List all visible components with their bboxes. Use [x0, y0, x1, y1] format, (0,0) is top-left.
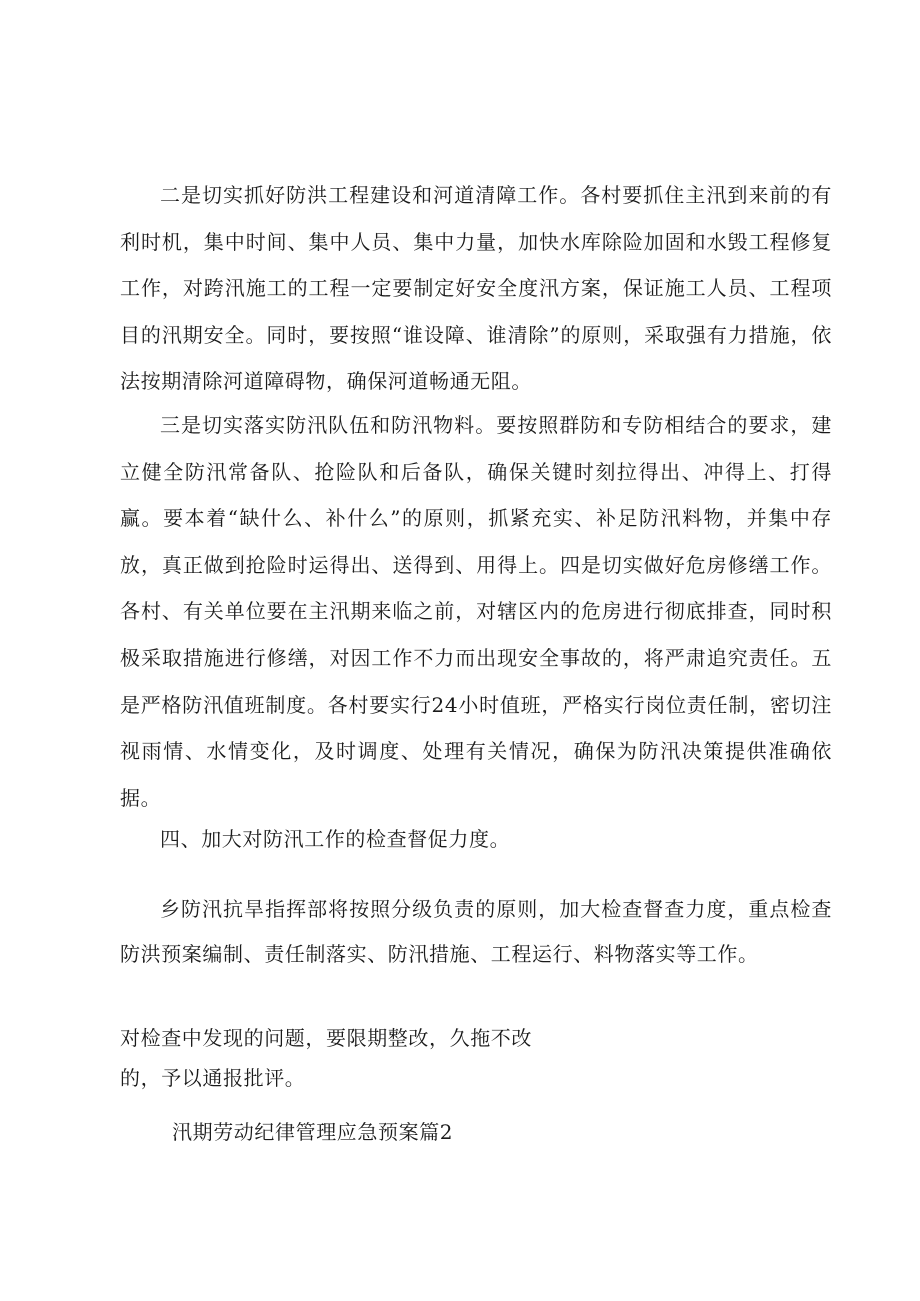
- paragraph-flood-control-projects: 二是切实抓好防洪工程建设和河道清障工作。各村要抓住主汛到来前的有利时机，集中时间、集中人员、集中力量，加快水库除险加固和水毁工程修复工作，对跨汛施工的工程一定要制定好安全度汛方案，保证施工人员、工程项目的汛期安全。同时，要按照“谁设障、谁清除”的原则，采取强有力措施，依法按期清除河道障碍物，确保河道畅通无阻。: [120, 183, 832, 394]
- section-title-plan-2: 汛期劳动纪律管理应急预案篇2: [172, 1120, 454, 1144]
- paragraph-flood-teams-and-materials: 三是切实落实防汛队伍和防汛物料。要按照群防和专防相结合的要求，建立健全防汛常备队、抢险队和后备队，确保关键时刻拉得出、冲得上、打得赢。要本着“缺什么、补什么”的原则，抓紧充实、补足防汛料物，并集中存放，真正做到抢险时运得出、送得到、用得上。四是切实做好危房修缮工作。各村、有关单位要在主汛期来临之前，对辖区内的危房进行彻底排查，同时积极采取措施进行修缮，对因工作不力而出现安全事故的，将严肃追究责任。五是严格防汛值班制度。各村要实行24小时值班，严格实行岗位责任制，密切注视雨情、水情变化，及时调度、处理有关情况，确保为防汛决策提供准确依据。: [120, 413, 832, 810]
- paragraph-inspection-continuation: 对检查中发现的问题，要限期整改，久拖不改: [120, 1026, 532, 1050]
- paragraph-inspection-ending: 的，予以通报批评。: [120, 1066, 306, 1090]
- paragraph-inspection-supervision: 乡防汛抗旱指挥部将按照分级负责的原则，加大检查督查力度，重点检查防洪预案编制、责任制落实、防汛措施、工程运行、料物落实等工作。: [120, 897, 832, 966]
- section-heading-inspection: 四、加大对防汛工作的检查督促力度。: [160, 827, 511, 851]
